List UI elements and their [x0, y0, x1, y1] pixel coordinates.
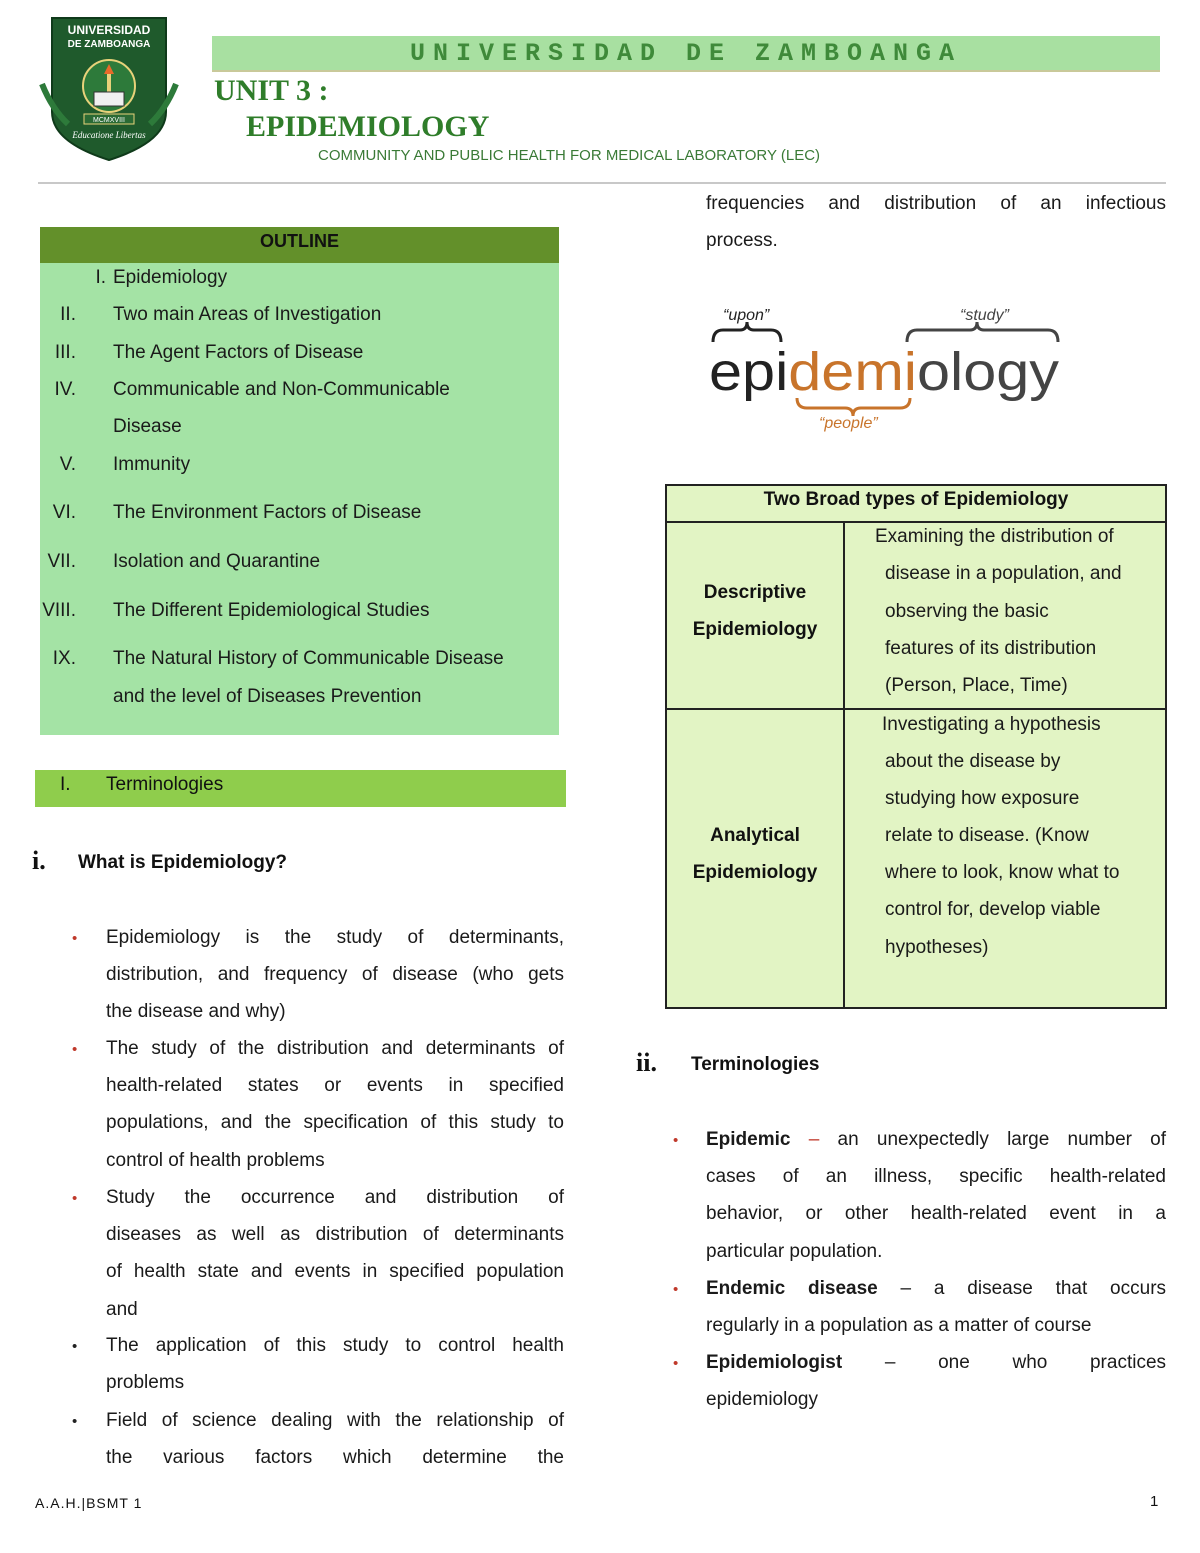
bullet-icon: •	[72, 1041, 78, 1058]
paragraph-line: distribution, and frequency of disease (who gets	[106, 964, 564, 986]
bullet-icon: •	[72, 1413, 78, 1430]
bullet-paragraph	[106, 919, 564, 1031]
bullet-icon: •	[72, 930, 78, 947]
table-desc-line: observing the basic	[885, 601, 1049, 622]
subheading-title: Terminologies	[691, 1054, 820, 1075]
paragraph-line	[706, 1344, 1166, 1381]
outline-item-number: I.	[95, 267, 106, 288]
outline-item-number: V.	[59, 454, 76, 475]
brace-upon	[713, 322, 781, 342]
table-title: Two Broad types of Epidemiology	[763, 489, 1069, 510]
table-type-label: Epidemiology	[692, 862, 818, 883]
table-desc-line: disease in a population, and	[885, 563, 1122, 584]
logo-ribbon-text: MCMXVIII	[93, 117, 125, 124]
paragraph-line: the various factors which determine the	[106, 1447, 564, 1469]
footer-author: A.A.H.|BSMT 1	[35, 1495, 143, 1511]
label-people: “people”	[819, 415, 878, 432]
term-dash: –	[900, 1278, 912, 1299]
section-title: Terminologies	[106, 774, 224, 795]
term-name: Endemic disease	[706, 1278, 878, 1299]
paragraph-line: Study the occurrence and distribution of	[106, 1187, 564, 1208]
paragraph-line: regularly in a population as a matter of course	[706, 1315, 1092, 1337]
bullet-icon: •	[673, 1132, 679, 1149]
logo-text-line-2: DE ZAMBOANGA	[67, 39, 151, 50]
term-text: one who practices	[938, 1352, 1167, 1373]
section-number: I.	[60, 774, 71, 795]
subheading-number: ii.	[636, 1048, 657, 1077]
table-desc-line: hypotheses)	[885, 937, 989, 958]
page-number: 1	[1150, 1493, 1159, 1510]
outline-item-number: VIII.	[42, 600, 76, 621]
paragraph-line: populations, and the specification of this study to	[106, 1112, 564, 1134]
outline-item-number: IX.	[52, 648, 76, 669]
term-dash: –	[884, 1352, 896, 1373]
brace-study	[907, 322, 1058, 342]
table-desc-line: where to look, know what to	[885, 862, 1120, 883]
logo-motto: Educatione Libertas	[72, 130, 146, 140]
paragraph-line	[706, 1270, 1166, 1307]
outline-item-number: VI.	[52, 502, 76, 523]
bullet-paragraph	[106, 1402, 564, 1476]
paragraph-line: behavior, or other health-related event in a	[706, 1203, 1166, 1225]
paragraph-line: of health state and events in specified population	[106, 1261, 564, 1283]
paragraph-line: epidemiology	[706, 1389, 818, 1411]
university-seal-logo	[38, 14, 180, 164]
term-paragraph	[706, 1344, 1166, 1418]
continuation-paragraph	[706, 185, 1166, 259]
bullet-icon: •	[673, 1281, 679, 1298]
paragraph-line: cases of an illness, specific health-related	[706, 1166, 1166, 1188]
outline-item-text: The Environment Factors of Disease	[113, 502, 422, 523]
paragraph-line: and	[106, 1298, 138, 1320]
outline-item-text: Two main Areas of Investigation	[113, 304, 382, 325]
unit-title: EPIDEMIOLOGY	[246, 110, 490, 143]
paragraph-line: The application of this study to control health	[106, 1335, 564, 1356]
term-name: Epidemic	[706, 1129, 791, 1150]
term-dash: –	[808, 1129, 820, 1150]
table-type-label: Analytical	[710, 825, 800, 846]
paragraph-line: particular population.	[706, 1240, 883, 1262]
table-desc-line: studying how exposure	[885, 788, 1080, 809]
unit-label: UNIT 3 :	[214, 74, 329, 107]
bullet-paragraph	[106, 1030, 564, 1179]
outline-item-text: Communicable and Non-Communicable	[113, 379, 450, 400]
paragraph-line: problems	[106, 1372, 185, 1394]
paragraph-line: health-related states or events in specified	[106, 1075, 564, 1097]
outline-item-text: and the level of Diseases Prevention	[113, 686, 422, 707]
table-type-label: Epidemiology	[692, 619, 818, 640]
table-type-label: Descriptive	[703, 582, 807, 603]
outline-item-number: VII.	[47, 551, 76, 572]
header-divider	[38, 182, 1166, 184]
bullet-icon: •	[673, 1355, 679, 1372]
term-paragraph	[706, 1270, 1166, 1344]
bullet-paragraph	[106, 1327, 564, 1401]
subheading-number: i.	[32, 846, 46, 875]
epidemiology-word	[709, 342, 1059, 402]
table-desc-line: relate to disease. (Know	[885, 825, 1089, 846]
outline-item-text: Epidemiology	[113, 267, 228, 288]
table-desc-line: Investigating a hypothesis	[882, 714, 1101, 735]
paragraph-line: the disease and why)	[106, 1001, 286, 1023]
paragraph-line: The study of the distribution and determinants of	[106, 1038, 564, 1059]
paragraph-line: diseases as well as distribution of determinants	[106, 1224, 564, 1246]
term-name: Epidemiologist	[706, 1352, 843, 1373]
outline-item-text: The Natural History of Communicable Disease	[113, 648, 504, 669]
table-desc-line: about the disease by	[885, 751, 1061, 772]
term-text: a disease that occurs	[933, 1278, 1167, 1299]
paragraph-line	[706, 1121, 1166, 1158]
paragraph-line: Epidemiology is the study of determinants,	[106, 927, 564, 948]
outline-item-number: IV.	[54, 379, 76, 400]
paragraph-line: process.	[706, 230, 778, 252]
epidemiology-word-graphic	[705, 298, 1075, 438]
outline-item-text: Isolation and Quarantine	[113, 551, 321, 572]
table-desc-line: Examining the distribution of	[875, 526, 1114, 547]
word-middle: demi	[788, 342, 906, 402]
table-desc-line: (Person, Place, Time)	[885, 675, 1068, 696]
label-upon: “upon”	[723, 307, 770, 324]
bullet-icon: •	[72, 1190, 78, 1207]
subheading-title: What is Epidemiology?	[78, 852, 288, 873]
outline-heading: OUTLINE	[40, 227, 559, 263]
paragraph-line: frequencies and distribution of an infectious	[706, 193, 1166, 214]
outline-item-text: Disease	[113, 416, 182, 437]
university-title: UNIVERSIDAD DE ZAMBOANGA	[409, 39, 963, 68]
table-desc-line: features of its distribution	[885, 638, 1097, 659]
bullet-icon: •	[72, 1338, 78, 1355]
table-rule	[843, 521, 845, 1009]
outline-item-text: The Agent Factors of Disease	[113, 342, 364, 363]
paragraph-line: Field of science dealing with the relationship of	[106, 1410, 564, 1431]
outline-item-text: Immunity	[113, 454, 191, 475]
course-subtitle: COMMUNITY AND PUBLIC HEALTH FOR MEDICAL LABORATORY (LEC)	[318, 147, 821, 164]
term-text: an unexpectedly large number of	[837, 1129, 1167, 1150]
outline-item-number: II.	[60, 304, 76, 325]
word-prefix: epi	[709, 342, 782, 402]
paragraph-line: control of health problems	[106, 1149, 325, 1171]
bullet-paragraph	[106, 1179, 564, 1328]
logo-text-line-1: UNIVERSIDAD	[67, 23, 151, 37]
word-suffix: ology	[917, 342, 1047, 402]
label-study: “study”	[960, 307, 1009, 324]
outline-item-text: The Different Epidemiological Studies	[113, 600, 430, 621]
term-paragraph	[706, 1121, 1166, 1270]
outline-item-number: III.	[54, 342, 76, 363]
table-desc-line: control for, develop viable	[885, 899, 1101, 920]
